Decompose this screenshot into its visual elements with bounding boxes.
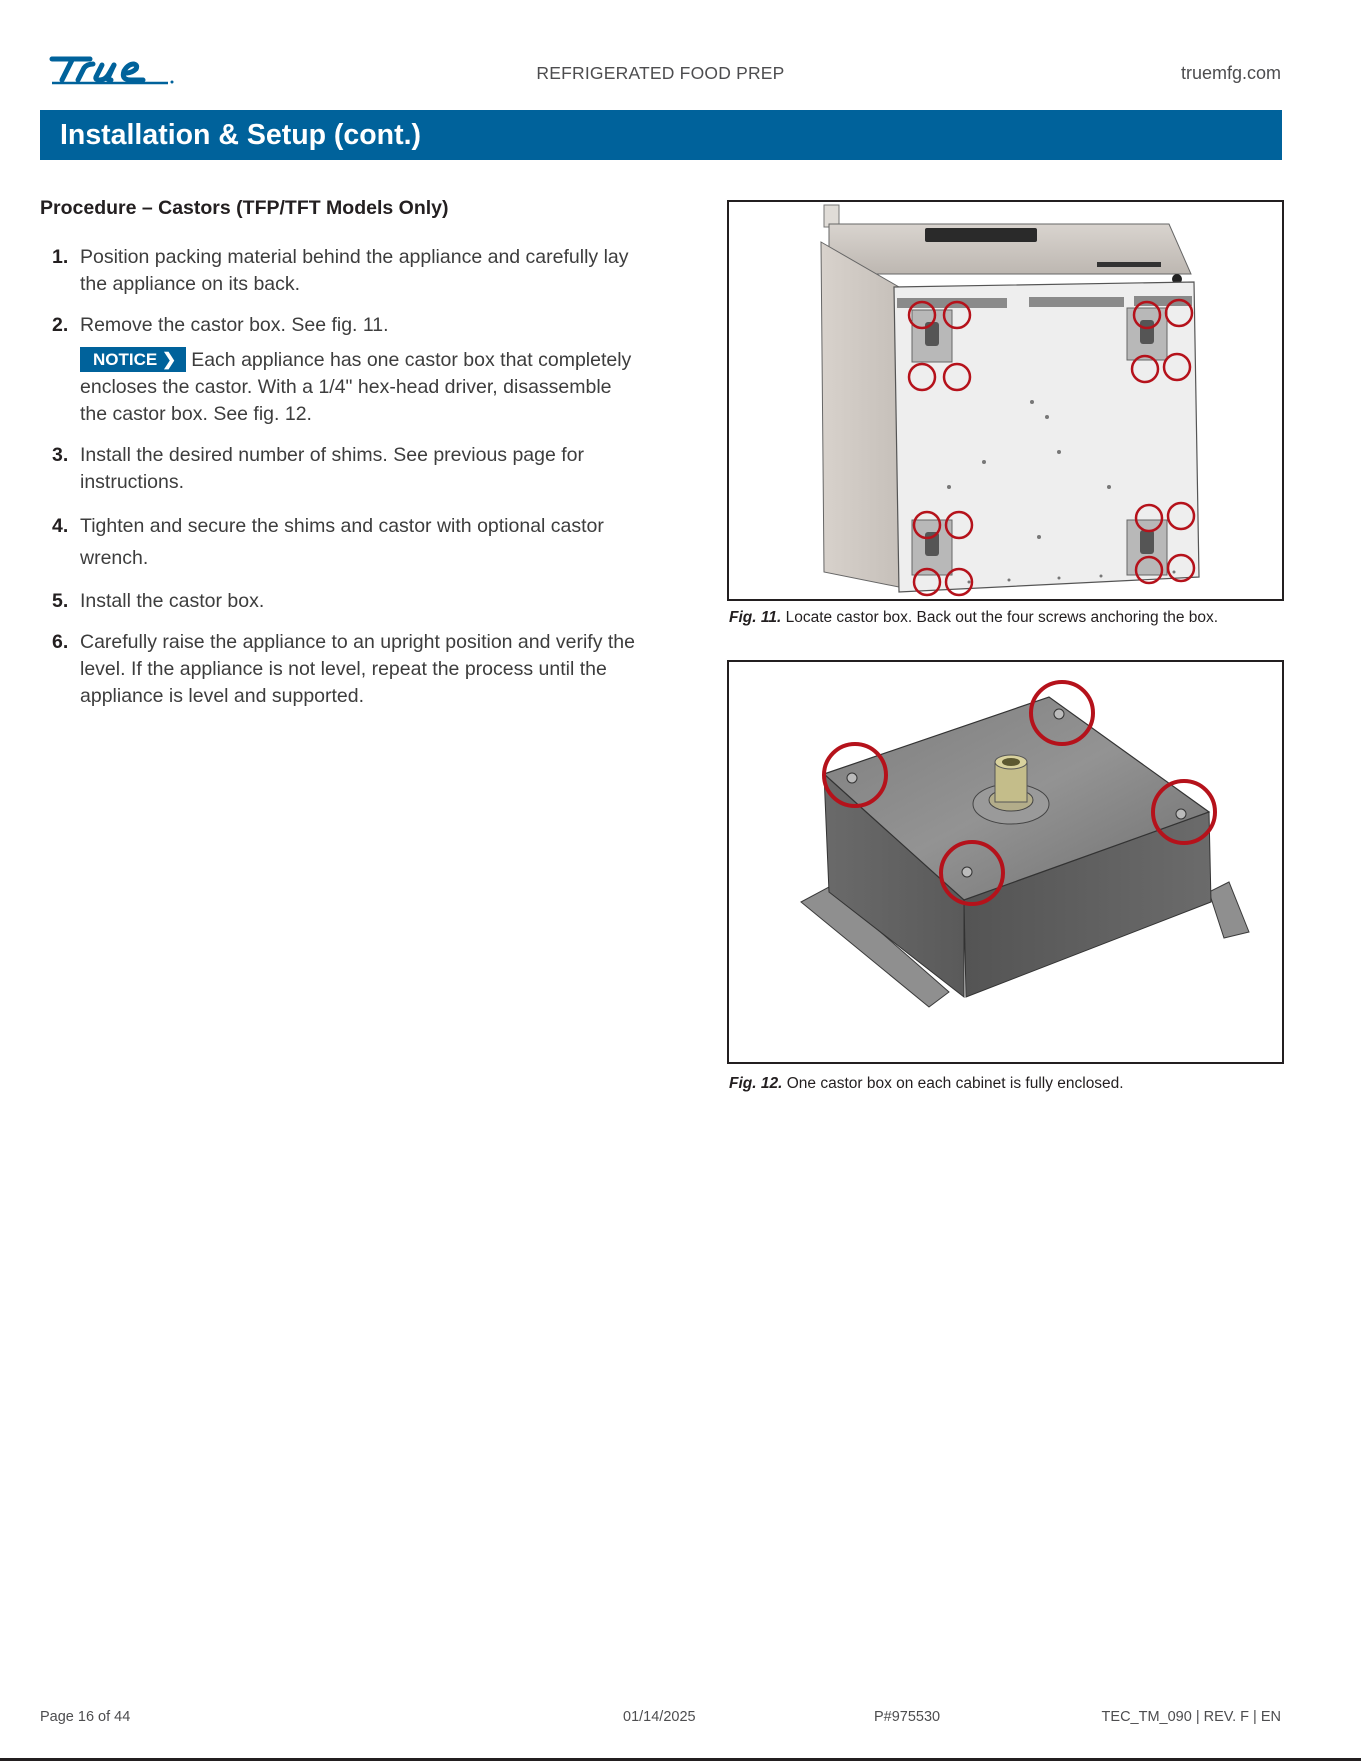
step-number: 3. (52, 444, 69, 466)
step-text: Remove the castor box. See fig. 11. (80, 314, 389, 336)
figure-12-text: One castor box on each cabinet is fully enclosed. (786, 1075, 1124, 1092)
step-number: 4. (52, 515, 69, 537)
figure-11 (727, 200, 1284, 601)
step-item (40, 312, 640, 428)
figure-12-caption (729, 1075, 1124, 1093)
step-item (40, 442, 640, 496)
step-number: 5. (52, 590, 69, 612)
cabinet-underside-illustration (729, 202, 1282, 599)
figure-12-label: Fig. 12. (729, 1075, 783, 1092)
step-number: 2. (52, 314, 69, 336)
step-text: Carefully raise the appliance to an upright position and verify the level. If the appliance is not level, repeat the process until the appliance is level and supported. (80, 631, 635, 707)
procedure-steps (40, 244, 640, 724)
notice-block (80, 347, 640, 428)
step-number: 1. (52, 246, 69, 268)
step-text: Install the desired number of shims. See previous page for instructions. (80, 444, 585, 493)
section-title: Installation & Setup (cont.) (60, 119, 421, 151)
page-number: Page 16 of 44 (40, 1709, 131, 1725)
procedure-title: Procedure – Castors (TFP/TFT Models Only) (40, 197, 449, 219)
step-text: Install the castor box. (80, 590, 265, 612)
document-code: TEC_TM_090 | REV. F | EN (1101, 1709, 1281, 1725)
step-item (40, 510, 640, 574)
figure-11-caption (729, 609, 1218, 627)
step-item (40, 588, 640, 615)
step-item (40, 244, 640, 298)
part-number: P#975530 (874, 1709, 941, 1725)
castor-box-illustration (729, 662, 1282, 1062)
step-number: 6. (52, 631, 69, 653)
step-text: Tighten and secure the shims and castor with optional castor wrench. (80, 515, 604, 569)
figure-11-label: Fig. 11. (729, 609, 782, 626)
figure-12 (727, 660, 1284, 1064)
header-title: REFRIGERATED FOOD PREP (536, 63, 785, 83)
notice-badge: NOTICE ❯ (80, 347, 186, 372)
figure-11-text: Locate castor box. Back out the four screws anchoring the box. (785, 609, 1219, 626)
step-item (40, 629, 640, 710)
step-text: Position packing material behind the appliance and carefully lay the appliance on its back. (80, 246, 629, 295)
section-banner (40, 110, 1282, 160)
notice-text: Each appliance has one castor box that completely encloses the castor. With a 1/4" hex-head driver, disassemble the castor box. See fig. 12. (80, 349, 632, 425)
revision-date: 01/14/2025 (623, 1709, 696, 1725)
header-website: truemfg.com (1180, 63, 1281, 83)
